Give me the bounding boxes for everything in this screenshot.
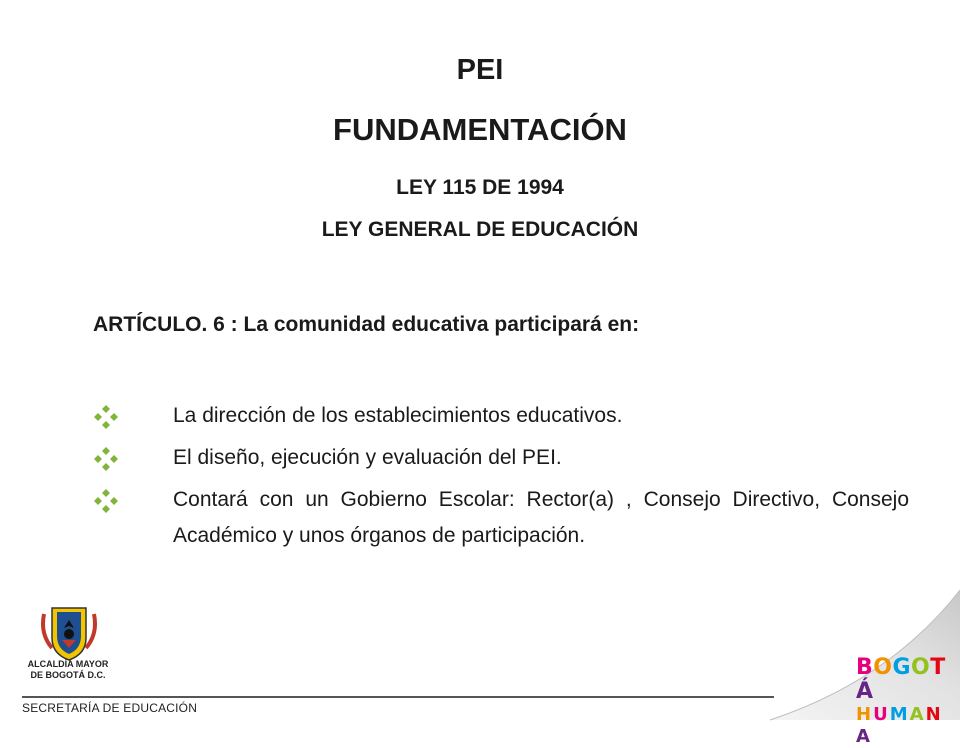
logo-caption: ALCALDÍA MAYOR DE BOGOTÁ D.C. xyxy=(27,659,109,680)
footer-divider xyxy=(22,696,774,698)
footer-text: SECRETARÍA DE EDUCACIÓN xyxy=(22,701,198,715)
bogota-humana-logo xyxy=(856,655,952,747)
diamond-bullet-icon xyxy=(93,404,119,430)
bullet-text: El diseño, ejecución y evaluación del PEI. xyxy=(173,446,562,469)
brand-line1: BOGOTÁ xyxy=(856,655,946,704)
diamond-bullet-icon xyxy=(93,446,119,472)
subtitle-ley-general: LEY GENERAL DE EDUCACIÓN xyxy=(321,218,639,241)
bullet-list xyxy=(93,398,909,560)
diamond-bullet-icon xyxy=(93,488,119,514)
bullet-text: La dirección de los establecimientos educativos. xyxy=(173,404,623,427)
bullet-text: Contará con un Gobierno Escolar: Rector(a) , Consejo Directivo, Consejo Académico y unos órganos de participación. xyxy=(173,488,909,547)
subtitle-ley: LEY 115 DE 1994 xyxy=(396,176,564,199)
title-fundamentacion: FUNDAMENTACIÓN xyxy=(333,112,627,147)
title-pei: PEI xyxy=(456,54,504,86)
list-item xyxy=(93,482,909,554)
list-item xyxy=(93,398,909,434)
brand-line2: HUMANA xyxy=(856,704,943,747)
article-heading: ARTÍCULO. 6 : La comunidad educativa participará en: xyxy=(93,313,640,336)
list-item xyxy=(93,440,909,476)
